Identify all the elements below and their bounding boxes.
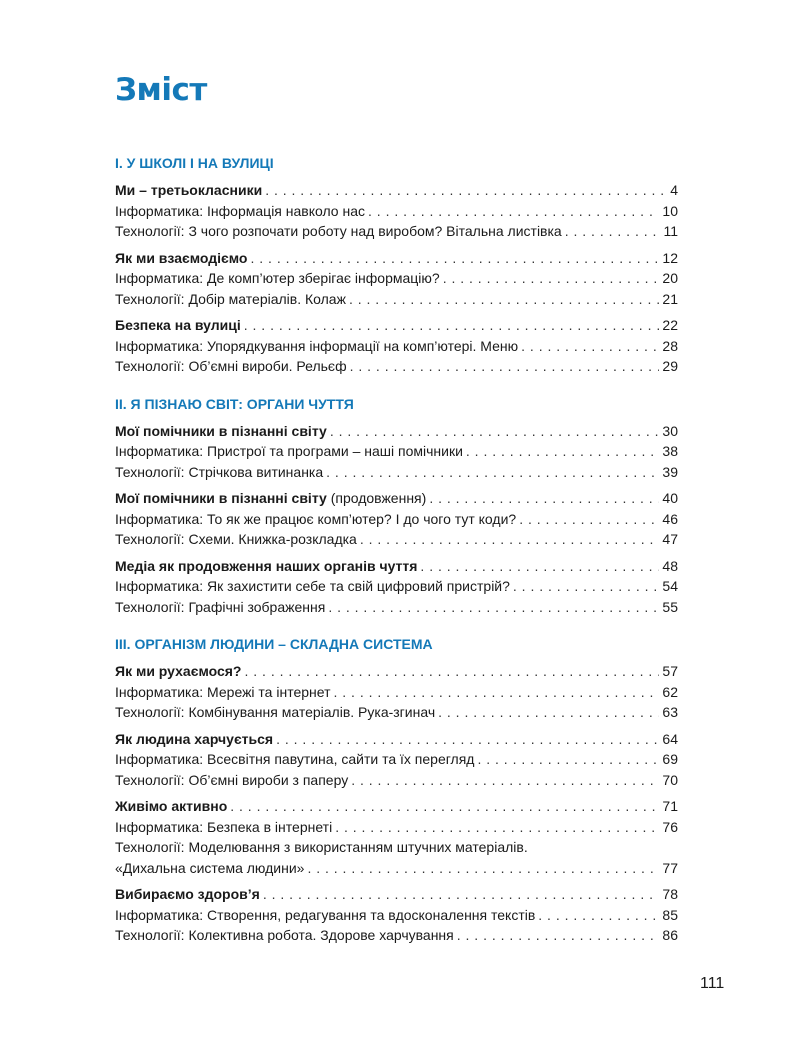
dot-leader (330, 421, 660, 442)
entry-title (115, 702, 435, 723)
toc-entry[interactable] (115, 770, 678, 791)
entry-title-text: Технології: Об’ємні вироби. Рельєф (115, 358, 347, 374)
dot-leader (466, 441, 660, 462)
toc-entry-lesson[interactable] (115, 729, 678, 750)
entry-page-number: 40 (662, 490, 678, 506)
entry-title-text: Живімо активно (115, 798, 228, 814)
entry-page-number: 64 (662, 730, 678, 747)
entry-title (115, 682, 331, 703)
dot-leader (438, 702, 659, 723)
entry-title (115, 221, 562, 242)
dot-leader (477, 749, 659, 770)
entry-title-text: Інформатика: Як захистити себе та свій цифровий пристрій? (115, 578, 510, 594)
toc-entry[interactable] (115, 509, 678, 530)
toc-section (115, 633, 678, 946)
entry-page-number: 10 (662, 202, 678, 219)
entry-page-number: 63 (662, 704, 678, 720)
entry-title (115, 509, 516, 530)
entry-page-number: 11 (663, 223, 678, 239)
dot-leader (565, 221, 661, 242)
entry-title (115, 315, 241, 336)
entry-title (115, 749, 474, 770)
toc-entry-lesson[interactable] (115, 488, 678, 509)
toc-entry[interactable] (115, 905, 678, 926)
entry-title (115, 817, 332, 838)
entry-title (115, 905, 535, 926)
entry-title-text: Інформатика: Мережі та інтернет (115, 683, 331, 700)
entry-page-number: 71 (662, 798, 678, 814)
toc-entry[interactable] (115, 441, 678, 462)
entry-title (115, 529, 357, 550)
entry-title (115, 796, 227, 817)
entry-title (115, 858, 304, 879)
entry-page-number: 76 (662, 818, 678, 835)
entry-page-number: 38 (662, 443, 678, 459)
entry-title-text: Медіа як продовження наших органів чуття (115, 557, 418, 574)
entry-page-number: 22 (662, 317, 678, 333)
entry-page-number: 85 (662, 906, 678, 923)
toc-entry[interactable] (115, 925, 678, 946)
toc-group (115, 796, 678, 878)
dot-leader (443, 268, 660, 289)
toc-group (115, 729, 678, 791)
entry-title-text: Технології: Об’ємні вироби з паперу (115, 771, 349, 788)
entry-title (115, 268, 440, 289)
toc-entry[interactable] (115, 289, 678, 310)
dot-leader (244, 315, 660, 336)
entry-title-text: Мої помічники в пізнанні світу (115, 422, 327, 439)
toc-entry-lesson[interactable] (115, 421, 678, 442)
toc-entry[interactable] (115, 201, 678, 222)
entry-title-text: «Дихальна система людини» (115, 859, 305, 876)
entry-title (115, 597, 325, 618)
dot-leader (265, 180, 667, 201)
toc-entry[interactable] (115, 837, 678, 858)
entry-title-text: Інформатика: Упорядкування інформації на комп’ютері. Меню (115, 337, 519, 354)
entry-title (115, 248, 247, 269)
entry-title-text: Технології: З чого розпочати роботу над виробом? Вітальна листівка (115, 223, 562, 239)
entry-page-number: 46 (662, 510, 678, 527)
entry-title (115, 289, 346, 310)
entry-title (115, 837, 528, 858)
entry-title (115, 336, 518, 357)
entry-title-text: Технології: Схеми. Книжка-розкладка (115, 531, 357, 547)
entry-title-text: Технології: Графічні зображення (115, 598, 326, 615)
dot-leader (245, 661, 660, 682)
entry-title-text: Технології: Моделювання з використанням штучних матеріалів. (115, 839, 528, 855)
entry-page-number: 29 (662, 358, 678, 374)
page-number: 111 (700, 975, 725, 992)
dot-leader (230, 796, 659, 817)
toc-entry-lesson[interactable] (115, 556, 678, 577)
entry-page-number: 86 (662, 927, 678, 943)
dot-leader (349, 289, 659, 310)
toc-group (115, 884, 678, 946)
toc-entry[interactable] (115, 817, 678, 838)
toc-entry-lesson[interactable] (115, 796, 678, 817)
entry-page-number: 57 (662, 663, 678, 679)
dot-leader (307, 858, 659, 879)
entry-page-number: 62 (662, 683, 678, 700)
entry-title-text: Технології: Комбінування матеріалів. Рука-згинач (115, 704, 436, 720)
entry-title (115, 925, 454, 946)
entry-title (115, 462, 323, 483)
entry-title (115, 421, 327, 442)
toc-entry[interactable] (115, 529, 678, 550)
toc-sections (115, 152, 678, 962)
toc-entry[interactable] (115, 462, 678, 483)
toc-group (115, 421, 678, 483)
entry-title (115, 356, 347, 377)
entry-title (115, 884, 260, 905)
entry-page-number: 47 (662, 531, 678, 547)
entry-title-text: Інформатика: То як же працює комп’ютер? І до чого тут коди? (115, 510, 517, 527)
toc-entry[interactable] (115, 576, 678, 597)
dot-leader (457, 925, 660, 946)
dot-leader (351, 770, 659, 791)
entry-title (115, 201, 365, 222)
toc-entry[interactable] (115, 702, 678, 723)
dot-leader (368, 201, 659, 222)
section-heading: III. ОРГАНІЗМ ЛЮДИНИ – СКЛАДНА СИСТЕМА (115, 636, 433, 652)
toc-entry[interactable] (115, 221, 678, 242)
toc-entry[interactable] (115, 268, 678, 289)
toc-group (115, 661, 678, 723)
entry-title (115, 441, 463, 462)
toc-entry-lesson[interactable] (115, 248, 678, 269)
entry-page-number: 21 (662, 290, 678, 307)
dot-leader (513, 576, 660, 597)
dot-leader (263, 884, 660, 905)
entry-page-number: 69 (662, 751, 678, 767)
toc-entry[interactable] (115, 749, 678, 770)
page-title: Зміст (115, 72, 207, 108)
entry-title-text: Інформатика: Всесвітня павутина, сайти та їх перегляд (115, 751, 475, 767)
entry-page-number: 54 (662, 578, 678, 594)
toc-group (115, 180, 678, 242)
entry-title-text: Безпека на вулиці (115, 317, 241, 333)
dot-leader (519, 509, 659, 530)
dot-leader (521, 336, 659, 357)
entry-page-number: 55 (662, 598, 678, 615)
entry-title-suffix: (продовження) (326, 490, 427, 506)
entry-title-text: Мої помічники в пізнанні світу (115, 490, 327, 506)
dot-leader (335, 817, 659, 838)
entry-title-text: Ми – третьокласники (115, 182, 263, 198)
toc-group (115, 315, 678, 377)
entry-title-text: Як ми рухаємося? (115, 663, 242, 679)
section-heading: I. У ШКОЛІ І НА ВУЛИЦІ (115, 155, 274, 171)
toc-section (115, 393, 678, 618)
entry-title-text: Як ми взаємодіємо (115, 249, 248, 266)
entry-title (115, 576, 510, 597)
entry-title (115, 729, 273, 750)
dot-leader (360, 529, 660, 550)
entry-page-number: 12 (662, 249, 678, 266)
entry-page-number: 78 (662, 886, 678, 902)
toc-entry[interactable] (115, 356, 678, 377)
toc-entry-lesson[interactable] (115, 180, 678, 201)
section-heading: II. Я ПІЗНАЮ СВІТ: ОРГАНИ ЧУТТЯ (115, 395, 354, 412)
toc-entry-lesson[interactable] (115, 315, 678, 336)
entry-title-text: Інформатика: Пристрої та програми – наші помічники (115, 443, 463, 459)
entry-page-number: 4 (670, 182, 678, 198)
toc-entry-lesson[interactable] (115, 884, 678, 905)
entry-page-number: 20 (662, 270, 678, 286)
entry-title-text: Технології: Добір матеріалів. Колаж (115, 290, 346, 307)
toc-group (115, 556, 678, 618)
entry-page-number: 77 (662, 859, 678, 876)
dot-leader (326, 462, 659, 483)
dot-leader (250, 248, 659, 269)
toc-entry[interactable] (115, 597, 678, 618)
entry-page-number: 28 (662, 337, 678, 354)
toc-entry[interactable] (115, 858, 678, 879)
entry-title (115, 180, 262, 201)
dot-leader (350, 356, 660, 377)
entry-page-number: 39 (662, 463, 678, 480)
entry-page-number: 30 (662, 422, 678, 439)
entry-title (115, 661, 242, 682)
entry-title-text: Технології: Стрічкова витинанка (115, 463, 324, 480)
entry-title-text: Інформатика: Де комп’ютер зберігає інформацію? (115, 270, 440, 286)
toc-group (115, 248, 678, 310)
dot-leader (334, 682, 660, 703)
entry-title-text: Інформатика: Інформація навколо нас (115, 202, 366, 219)
toc-section (115, 152, 678, 377)
toc-group (115, 488, 678, 550)
toc-entry-lesson[interactable] (115, 661, 678, 682)
dot-leader (328, 597, 659, 618)
dot-leader (420, 556, 659, 577)
entry-title (115, 770, 348, 791)
entry-title-text: Інформатика: Безпека в інтернеті (115, 818, 333, 835)
dot-leader (429, 488, 659, 509)
entry-page-number: 70 (662, 771, 678, 788)
entry-title-text: Як людина харчується (115, 730, 274, 747)
toc-entry[interactable] (115, 336, 678, 357)
entry-title (115, 488, 426, 509)
toc-entry[interactable] (115, 682, 678, 703)
entry-title (115, 556, 417, 577)
dot-leader (276, 729, 659, 750)
entry-title-text: Інформатика: Створення, редагування та вдосконалення текстів (115, 906, 536, 923)
entry-title-text: Технології: Колективна робота. Здорове харчування (115, 927, 454, 943)
entry-page-number: 48 (662, 557, 678, 574)
entry-title-text: Вибираємо здоров’я (115, 886, 260, 902)
dot-leader (538, 905, 659, 926)
